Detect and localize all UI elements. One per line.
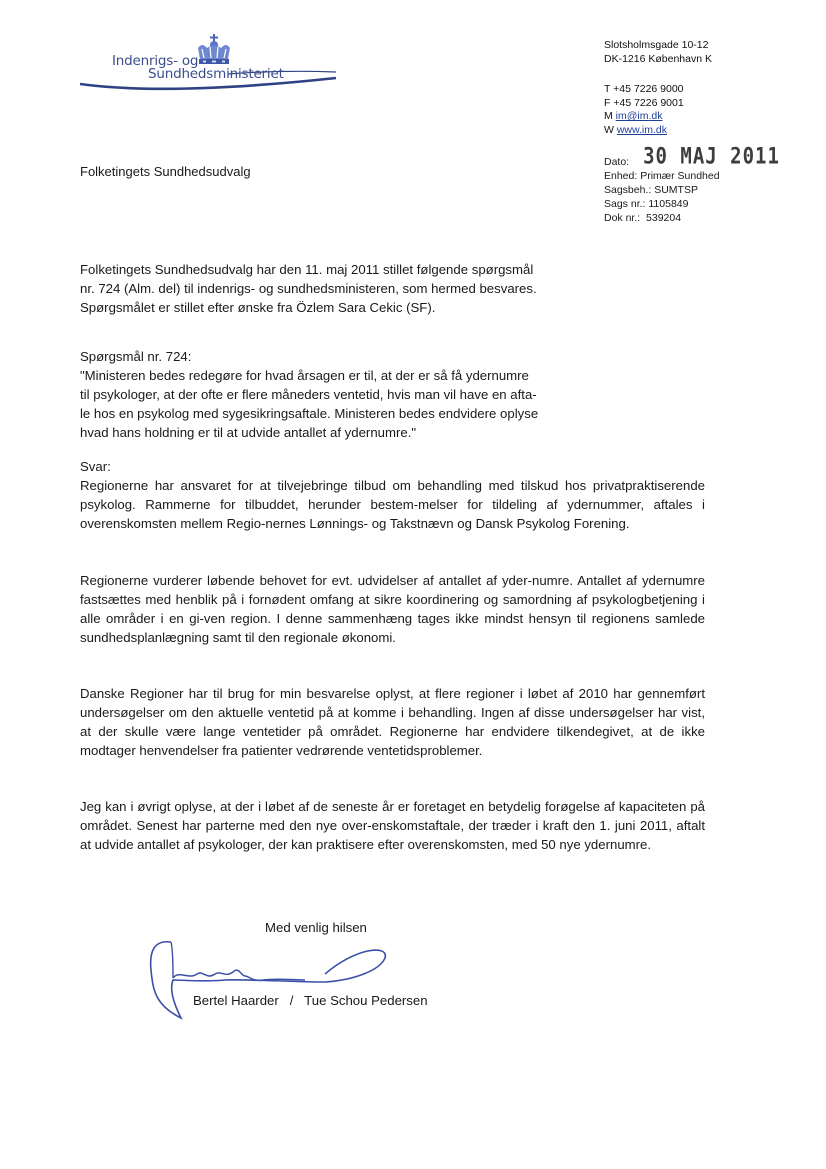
signatory-names: Bertel Haarder / Tue Schou Pedersen: [193, 993, 428, 1008]
document-number: Dok nr.: 539204: [604, 212, 682, 224]
ministry-logo: [78, 22, 338, 102]
recipient: Folketingets Sundhedsudvalg: [80, 164, 251, 179]
answer-section: [80, 457, 708, 476]
contact-block: [604, 83, 684, 137]
address-block: [604, 39, 712, 66]
date-label: Dato:: [604, 156, 630, 168]
city: DK-1216 København K: [604, 52, 712, 65]
website-link[interactable]: www.im.dk: [616, 123, 668, 136]
mail-row: M im@im.dk: [604, 110, 663, 122]
royal-crown-icon: [194, 34, 234, 68]
question-section: Spørgsmål nr. 724: "Ministeren bedes redegøre for hvad årsagen er til, at der er så få ydernumre til psykologer, at der ofte er flere måneders ventetid, hvis man vil have en afta- le hos en psykolog med sygesikringsaftale. Ministeren bedes endvidere oplyse hvad hans holdning er til at udvide antallet af ydernumre.": [80, 347, 708, 442]
document-meta: [604, 144, 780, 225]
answer-heading: Svar:: [80, 459, 111, 474]
caseworker: Sagsbeh.: SUMTSP: [604, 184, 698, 196]
intro-paragraph: Folketingets Sundhedsudvalg har den 11. maj 2011 stillet følgende spørgsmål nr. 724 (Alm. del) til indenrigs- og sundhedsministeren, som hermed besvares. Spørgsmålet er stillet efter ønske fra Özlem Sara Cekic (SF).: [80, 262, 537, 315]
closing-greeting: Med venlig hilsen: [265, 920, 367, 935]
ministry-name-line2: Sundhedsministeriet: [148, 66, 284, 82]
unit: Enhed: Primær Sundhed: [604, 170, 720, 182]
phone-number: +45 7226 9000: [613, 83, 684, 95]
date-stamp: 30 MAJ 2011: [643, 144, 780, 170]
email-link[interactable]: im@im.dk: [615, 110, 663, 122]
ministry-name-line1: Indenrigs- og: [112, 53, 199, 69]
fax-number: +45 7226 9001: [613, 96, 684, 109]
answer-paragraph-2: Regionerne vurderer løbende behovet for evt. udvidelser af antallet af yder-numre. Antallet af ydernumre fastsættes med henblik på i fornødent omfang at sikre koordinering og samordning af psykologbetjening i alle områder i en gi-ven region. I denne sammenhæng tages ikke mindst hensyn til regionens samlede sundhedsplanlægning samt til den regionale økonomi.: [80, 573, 705, 645]
answer-paragraph-3: Danske Regioner har til brug for min besvarelse oplyst, at flere regioner i løbet af 2010 har gennemført undersøgelser om den aktuelle ventetid på at komme i behandling. Ingen af disse undersøgelser har vist, at der skulle være lange ventetider på området. Regionerne har endvidere tilkendegivet, at de ikke modtager henvendelser fra patienter vedrørende ventetidsproblemer.: [80, 686, 705, 758]
phone-row: T +45 7226 9000: [604, 83, 684, 95]
answer-paragraph-4: Jeg kan i øvrigt oplyse, at der i løbet af de seneste år er foretaget en betydelig forøgelse af kapaciteten på området. Senest har parterne med den nye over-enskomstaftale, der træder i kraft den 1. juni 2011, aftalt at udvide antallet af psykologer, der kan praktisere efter overenskomsten, med 50 nye ydernumre.: [80, 799, 705, 852]
date-row: [604, 144, 780, 170]
answer-paragraph-1: Regionerne har ansvaret for at tilvejebringe tilbud om behandling med tilskud hos privatpraktiserende psykolog. Rammerne for tilbuddet, herunder bestem-melser for tildeling af ydernummer, aftales i overenskomsten mellem Regio-nernes Lønnings- og Takstnævn og Dansk Psykolog Forening.: [80, 478, 705, 531]
handwritten-signature: [145, 930, 405, 1025]
fax-row: F +45 7226 9001: [604, 96, 684, 109]
case-number: Sags nr.: 1105849: [604, 198, 689, 210]
question-heading: Spørgsmål nr. 724:: [80, 349, 192, 364]
web-row: W www.im.dk: [604, 123, 668, 136]
street: Slotsholmsgade 10-12: [604, 39, 709, 51]
